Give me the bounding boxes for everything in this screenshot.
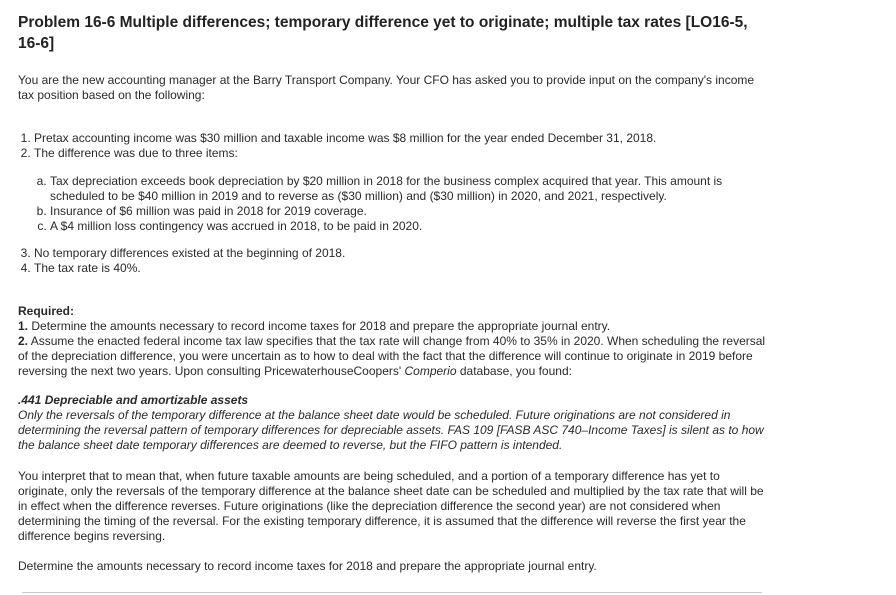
required-heading: Required: — [18, 304, 75, 318]
subfacts-list — [38, 174, 780, 234]
required-item-1 — [18, 319, 770, 334]
facts-list — [18, 131, 774, 161]
fact-item-3: 3. No temporary differences existed at the beginning of 2018. — [34, 246, 774, 261]
quote-text: Only the reversals of the temporary difference at the balance sheet date would be scheduled. Future originations are not considered in determining the reversal pattern of temporary differences for depreciable assets. FAS 109 [FASB ASC 740–Income Taxes] is silent as to how the balance sheet date temporary differences are deemed to reverse, but the FIFO pattern is intended. — [18, 408, 764, 452]
fact-item-1: 1. Pretax accounting income was $30 million and taxable income was $8 million for the year ended December 31, 2018. — [34, 131, 774, 146]
intro-paragraph: You are the new accounting manager at the Barry Transport Company. Your CFO has asked you to provide input on the company's income tax position based on the following: — [18, 73, 755, 102]
required-section — [18, 304, 770, 379]
fact-item-2: 2. The difference was due to three items: — [34, 146, 774, 161]
final-instruction: Determine the amounts necessary to record income taxes for 2018 and prepare the appropriate journal entry. — [18, 559, 597, 573]
comperio-quote — [18, 393, 770, 453]
required-item-2-number: 2. — [18, 334, 29, 348]
interpretation-paragraph: You interpret that to mean that, when future taxable amounts are being scheduled, and a portion of a temporary difference has yet to originate, only the reversals of the temporary difference at the balance sheet date can be scheduled and multiplied by the tax rate that will be in effect when the difference reverses. Future originations (like the depreciation difference the second year) are not considered when determining the timing of the reversal. For the existing temporary difference, it is assumed that the difference will reverse the first year the difference begins reversing. — [18, 469, 764, 543]
subfact-item-b: b. Insurance of $6 million was paid in 2018 for 2019 coverage. — [50, 204, 780, 219]
required-item-2-text: Assume the enacted federal income tax law specifies that the tax rate will change from 40% to 35% in 2020. When scheduling the reversal of the depreciation difference, you were uncertain as to how to deal with the fact that the difference will continue to originate in 2019 before reversing the next two years. Upon consulting PricewaterhouseCoopers' — [18, 334, 766, 378]
divider — [22, 592, 762, 593]
comperio-term: Comperio — [404, 364, 457, 378]
problem-title: Problem 16-6 Multiple differences; temporary difference yet to originate; multiple tax rates [LO16-5, 16-6] — [18, 14, 748, 52]
required-item-2-text-end: database, you found: — [456, 364, 572, 378]
quote-heading: .441 Depreciable and amortizable assets — [18, 393, 249, 407]
required-item-1-text: Determine the amounts necessary to record income taxes for 2018 and prepare the appropriate journal entry. — [28, 319, 611, 333]
required-item-2 — [18, 334, 770, 379]
fact-item-4: 4. The tax rate is 40%. — [34, 261, 774, 276]
facts-list-continued — [18, 246, 774, 276]
subfact-item-c: c. A $4 million loss contingency was accrued in 2018, to be paid in 2020. — [50, 219, 780, 234]
subfact-item-a: a. Tax depreciation exceeds book depreciation by $20 million in 2018 for the business complex acquired that year. This amount is scheduled to be $40 million in 2019 and to reverse as ($30 million) and ($30 million) in 2020, and 2021, respectively. — [50, 174, 780, 204]
required-item-1-number: 1. — [18, 319, 29, 333]
